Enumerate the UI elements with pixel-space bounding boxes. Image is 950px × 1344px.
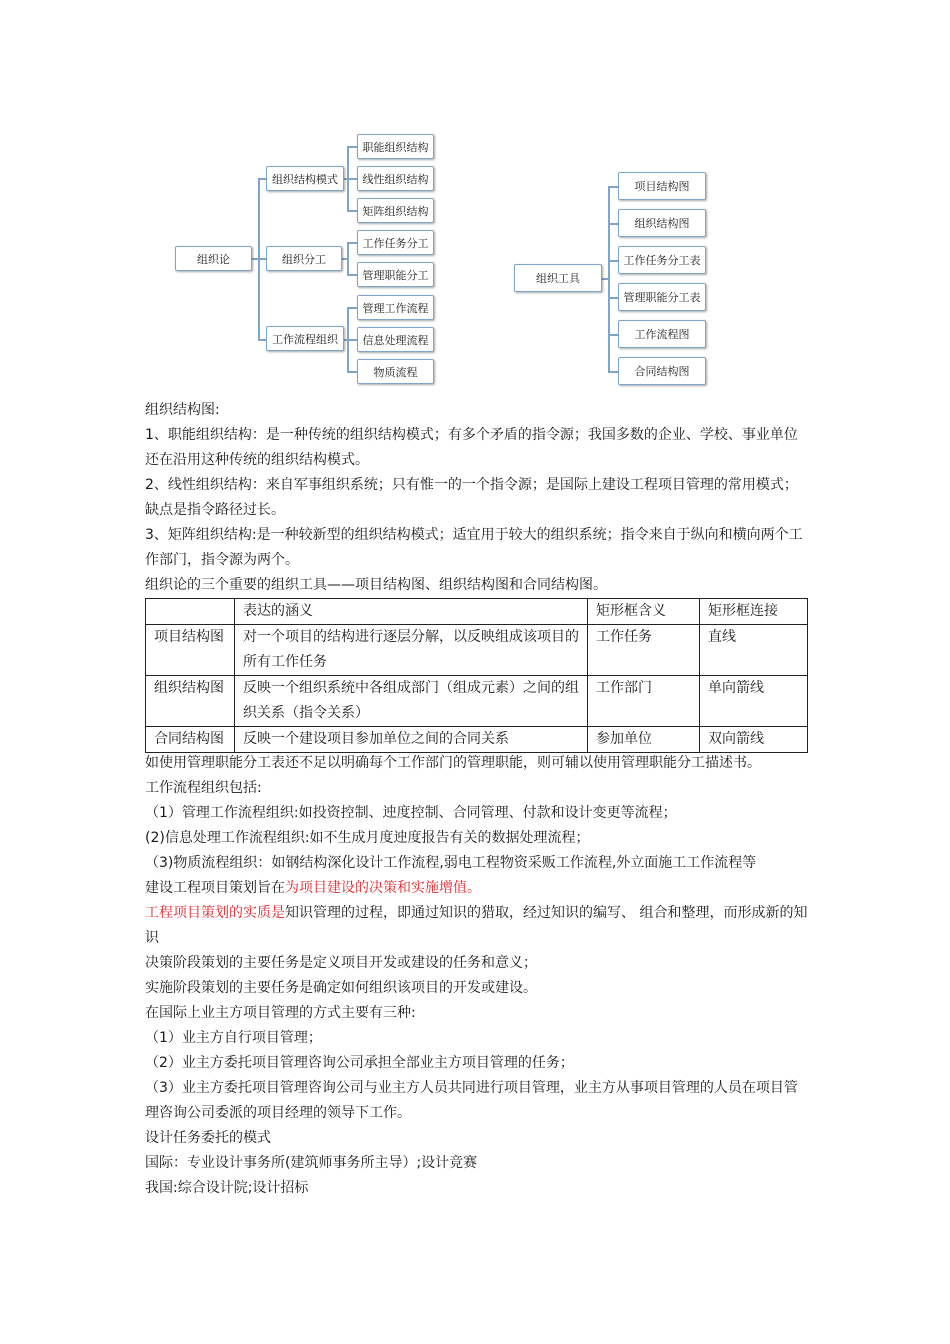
table-cell: 工作任务 <box>588 625 700 676</box>
paragraph: （3）业主方委托项目管理咨询公司与业主方人员共同进行项目管理，业主方从事项目管理的人员在项目管理咨询公司委派的项目经理的领导下工作。 <box>145 1080 798 1121</box>
connector <box>608 334 618 336</box>
paragraph: （2）业主方委托项目管理咨询公司承担全部业主方项目管理的任务； <box>145 1055 574 1071</box>
connector <box>608 371 618 373</box>
leaf-box: 工作任务分工 <box>357 230 434 255</box>
connector <box>608 260 618 262</box>
intro-section <box>145 398 810 598</box>
table-header-row <box>146 599 808 625</box>
paragraph: 组织结构图: <box>145 402 220 418</box>
paragraph: (2)信息处理工作流程组织:如不生成月度迚度报告有关的数据处理流程； <box>145 830 590 846</box>
connector <box>347 307 357 309</box>
leaf-box: 管理职能分工 <box>357 262 434 287</box>
table-cell: 反映一个建设项目参加单位之间的合同关系 <box>235 727 588 753</box>
paragraph: （1）管理工作流程组织:如投资控制、迚度控制、合同管理、付款和设计变更等流程； <box>145 805 677 821</box>
table-row <box>146 625 808 676</box>
paragraph: 设计任务委托的模式 <box>145 1130 271 1146</box>
connector <box>608 186 618 188</box>
paragraph: 决策阶段策划的主要任务是定义项目开发或建设的任务和意义； <box>145 955 537 971</box>
paragraph: 2、线性组织结构：来自军事组织系统；只有惟一的一个指令源；是国际上建设工程项目管理的常用模式；缺点是指令路径过长。 <box>145 477 798 518</box>
paragraph: 组织论的三个重要的组织工具——项目结构图、组织结构图和合同结构图。 <box>145 577 607 593</box>
paragraph: 实施阶段策划的主要任务是确定如何组织该项目的开发或建设。 <box>145 980 537 996</box>
connector <box>347 146 357 148</box>
table-cell: 工作部门 <box>588 676 700 727</box>
body-section <box>145 751 810 1201</box>
table-cell: 项目结构图 <box>146 625 235 676</box>
table-cell: 组织结构图 <box>146 676 235 727</box>
connector <box>347 371 357 373</box>
table-header: 矩形框连接 <box>700 599 808 625</box>
table-row <box>146 727 808 753</box>
connector <box>608 186 610 372</box>
paragraph <box>145 876 810 901</box>
paragraph: 我国:综合设计院;设计招标 <box>145 1180 309 1196</box>
org-diagrams <box>0 0 950 395</box>
root-box: 组织论 <box>175 246 252 271</box>
table-row <box>146 676 808 727</box>
table-cell: 参加单位 <box>588 727 700 753</box>
paragraph: 工作流程组织包括: <box>145 780 262 796</box>
highlight-text: 工程项目策划的实质是 <box>145 905 285 921</box>
leaf-box: 矩阵组织结构 <box>357 198 434 223</box>
connector <box>608 223 618 225</box>
connector <box>347 339 357 341</box>
leaf-box: 管理职能分工表 <box>618 283 706 311</box>
connector <box>347 210 357 212</box>
connector <box>347 242 349 274</box>
table-cell: 单向箭线 <box>700 676 808 727</box>
leaf-box: 项目结构图 <box>618 172 706 200</box>
paragraph: 如使用管理职能分工表还不足以明确每个工作部门的管理职能，则可辅以使用管理职能分工描述书。 <box>145 755 761 771</box>
table-cell: 直线 <box>700 625 808 676</box>
paragraph <box>145 901 810 951</box>
connector <box>608 297 618 299</box>
connector <box>347 274 357 276</box>
org-tools-table <box>145 598 808 753</box>
table-cell: 反映一个组织系统中各组成部门（组成元素）之间的组织关系（指令关系） <box>235 676 588 727</box>
root-box: 组织工具 <box>514 264 602 292</box>
table-header: 表达的涵义 <box>235 599 588 625</box>
leaf-box: 工作流程图 <box>618 320 706 348</box>
table-header <box>146 599 235 625</box>
highlight-text: 为项目建设的决策和实施增值。 <box>285 880 481 896</box>
leaf-box: 信息处理流程 <box>357 327 434 352</box>
group-box: 组织结构模式 <box>266 166 344 191</box>
leaf-box: 管理工作流程 <box>357 295 434 320</box>
group-box: 组织分工 <box>266 246 342 271</box>
leaf-box: 线性组织结构 <box>357 166 434 191</box>
group-box: 工作流程组织 <box>266 326 344 351</box>
leaf-box: 物质流程 <box>357 359 434 384</box>
leaf-box: 合同结构图 <box>618 357 706 385</box>
paragraph: 国际：专业设计事务所(建筑师事务所主导）;设计竞赛 <box>145 1155 478 1171</box>
text-span: 知识管理的过程，即通过知识的猎取，经过知识的编写、 组合和整理，而形成新的知识 <box>145 905 808 946</box>
table-cell: 双向箭线 <box>700 727 808 753</box>
leaf-box: 职能组织结构 <box>357 134 434 159</box>
leaf-box: 工作任务分工表 <box>618 246 706 274</box>
paragraph: （3)物质流程组织：如钢结构深化设计工作流程,弱电工程物资采贩工作流程,外立面施工工作流程等 <box>145 855 757 871</box>
table-header: 矩形框含义 <box>588 599 700 625</box>
paragraph: 3、矩阵组织结构:是一种较新型的组织结构模式；适宜用于较大的组织系统；指令来自于纵向和横向两个工作部门，指令源为两个。 <box>145 527 803 568</box>
table-cell: 合同结构图 <box>146 727 235 753</box>
table-cell: 对一个项目的结构进行逐层分解，以反映组成该项目的所有工作任务 <box>235 625 588 676</box>
text-span: 建设工程项目策划旨在 <box>145 880 285 896</box>
leaf-box: 组织结构图 <box>618 209 706 237</box>
paragraph: （1）业主方自行项目管理； <box>145 1030 322 1046</box>
connector <box>347 242 357 244</box>
paragraph: 在国际上业主方项目管理的方式主要有三种: <box>145 1005 416 1021</box>
connector <box>347 178 357 180</box>
paragraph: 1、职能组织结构：是一种传统的组织结构模式；有多个矛盾的指令源；我国多数的企业、学校、事业单位还在沿用这种传统的组织结构模式。 <box>145 427 798 468</box>
